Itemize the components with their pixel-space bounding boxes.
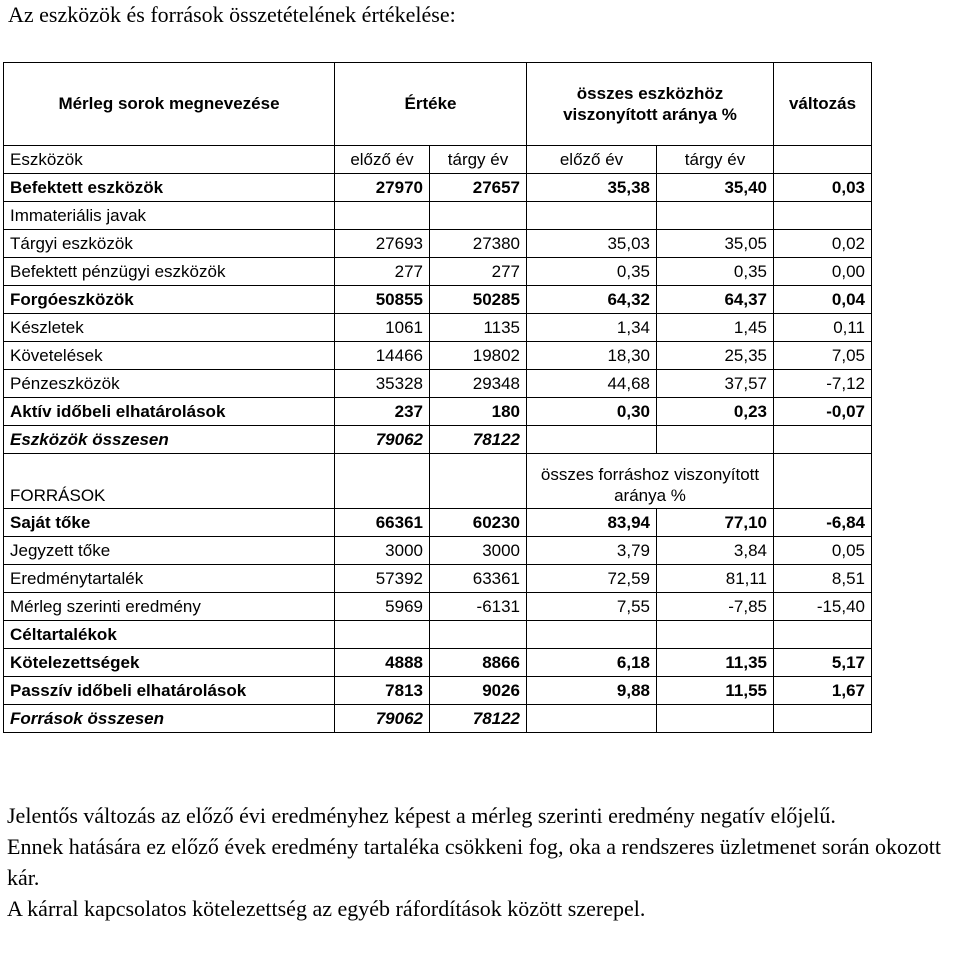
- current-year-value: 1135: [430, 314, 527, 342]
- current-year-value: 8866: [430, 649, 527, 677]
- current-year-ratio: 11,55: [657, 677, 774, 705]
- row-label: Mérleg szerinti eredmény: [4, 593, 335, 621]
- header-value: Értéke: [335, 63, 527, 146]
- subheader-prev-year-value: előző év: [335, 146, 430, 174]
- table-row: [4, 426, 872, 454]
- note-2: Ennek hatására ez előző évek eredmény tartaléka csökkeni fog, oka a rendszeres üzletmenet során okozott kár.: [7, 834, 941, 890]
- row-label: Céltartalékok: [4, 621, 335, 649]
- note-3: A kárral kapcsolatos kötelezettség az egyéb ráfordítások között szerepel.: [7, 896, 646, 921]
- row-label: Tárgyi eszközök: [4, 230, 335, 258]
- current-year-ratio: 1,45: [657, 314, 774, 342]
- current-year-value: 78122: [430, 705, 527, 733]
- row-label: Pénzeszközök: [4, 370, 335, 398]
- current-year-value: 19802: [430, 342, 527, 370]
- prev-year-ratio: [527, 202, 657, 230]
- prev-year-value: 35328: [335, 370, 430, 398]
- table-row: [4, 537, 872, 565]
- page-title: Az eszközök és források összetételének értékelése:: [8, 2, 456, 27]
- current-year-ratio: 37,57: [657, 370, 774, 398]
- row-label: Források összesen: [4, 705, 335, 733]
- notes: [7, 800, 957, 924]
- row-label: Követelések: [4, 342, 335, 370]
- prev-year-ratio: 7,55: [527, 593, 657, 621]
- prev-year-ratio: 83,94: [527, 509, 657, 537]
- row-label: Eredménytartalék: [4, 565, 335, 593]
- current-year-value: 3000: [430, 537, 527, 565]
- row-label: Jegyzett tőke: [4, 537, 335, 565]
- prev-year-value: 79062: [335, 705, 430, 733]
- table-row: [4, 258, 872, 286]
- prev-year-value: 57392: [335, 565, 430, 593]
- sources-header-row: [4, 454, 872, 509]
- subheader-row: [4, 146, 872, 174]
- prev-year-value: 66361: [335, 509, 430, 537]
- change-value: 7,05: [774, 342, 872, 370]
- table-row: [4, 398, 872, 426]
- table-row: [4, 314, 872, 342]
- header-change: változás: [774, 63, 872, 146]
- row-label: Kötelezettségek: [4, 649, 335, 677]
- current-year-value: 78122: [430, 426, 527, 454]
- change-value: -6,84: [774, 509, 872, 537]
- row-label: Készletek: [4, 314, 335, 342]
- change-value: -7,12: [774, 370, 872, 398]
- change-value: 1,67: [774, 677, 872, 705]
- current-year-ratio: 81,11: [657, 565, 774, 593]
- current-year-value: 27657: [430, 174, 527, 202]
- current-year-value: 29348: [430, 370, 527, 398]
- prev-year-value: 277: [335, 258, 430, 286]
- change-value: -0,07: [774, 398, 872, 426]
- table-row: [4, 621, 872, 649]
- prev-year-ratio: 3,79: [527, 537, 657, 565]
- current-year-ratio: [657, 621, 774, 649]
- row-label: Aktív időbeli elhatárolások: [4, 398, 335, 426]
- table-row: [4, 174, 872, 202]
- balance-sheet-table: [3, 62, 872, 733]
- current-year-value: [430, 202, 527, 230]
- prev-year-ratio: 18,30: [527, 342, 657, 370]
- table-header-row: [4, 63, 872, 146]
- header-row-name: Mérleg sorok megnevezése: [4, 63, 335, 146]
- empty-cell: [335, 454, 430, 509]
- header-asset-ratio: összes eszközhöz viszonyított aránya %: [527, 63, 774, 146]
- current-year-value: 9026: [430, 677, 527, 705]
- note-1: Jelentős változás az előző évi eredményhez képest a mérleg szerinti eredmény negatív előjelű.: [7, 803, 836, 828]
- table-row: [4, 705, 872, 733]
- table-row: [4, 509, 872, 537]
- prev-year-value: 4888: [335, 649, 430, 677]
- current-year-ratio: 11,35: [657, 649, 774, 677]
- prev-year-ratio: 35,03: [527, 230, 657, 258]
- change-value: 0,05: [774, 537, 872, 565]
- table-row: [4, 649, 872, 677]
- prev-year-ratio: 44,68: [527, 370, 657, 398]
- change-value: [774, 705, 872, 733]
- current-year-ratio: 0,35: [657, 258, 774, 286]
- prev-year-ratio: 35,38: [527, 174, 657, 202]
- prev-year-value: 237: [335, 398, 430, 426]
- prev-year-ratio: 0,35: [527, 258, 657, 286]
- row-label: Forgóeszközök: [4, 286, 335, 314]
- prev-year-ratio: 0,30: [527, 398, 657, 426]
- prev-year-ratio: 6,18: [527, 649, 657, 677]
- prev-year-ratio: 9,88: [527, 677, 657, 705]
- row-label: Befektett pénzügyi eszközök: [4, 258, 335, 286]
- prev-year-value: [335, 202, 430, 230]
- row-label: Passzív időbeli elhatárolások: [4, 677, 335, 705]
- prev-year-ratio: [527, 705, 657, 733]
- current-year-ratio: [657, 202, 774, 230]
- current-year-ratio: [657, 705, 774, 733]
- current-year-ratio: 35,40: [657, 174, 774, 202]
- sources-label: FORRÁSOK: [4, 454, 335, 509]
- subheader-empty: [774, 146, 872, 174]
- change-value: 0,00: [774, 258, 872, 286]
- row-label: Eszközök összesen: [4, 426, 335, 454]
- row-label: Saját tőke: [4, 509, 335, 537]
- subheader-current-year-value: tárgy év: [430, 146, 527, 174]
- prev-year-value: 50855: [335, 286, 430, 314]
- table-row: [4, 677, 872, 705]
- table-row: [4, 593, 872, 621]
- table-row: [4, 342, 872, 370]
- table-row: [4, 202, 872, 230]
- row-label: Befektett eszközök: [4, 174, 335, 202]
- prev-year-ratio: 1,34: [527, 314, 657, 342]
- current-year-value: 60230: [430, 509, 527, 537]
- current-year-ratio: 3,84: [657, 537, 774, 565]
- current-year-value: -6131: [430, 593, 527, 621]
- prev-year-value: 14466: [335, 342, 430, 370]
- empty-cell: [774, 454, 872, 509]
- change-value: [774, 426, 872, 454]
- change-value: 0,03: [774, 174, 872, 202]
- prev-year-ratio: [527, 621, 657, 649]
- change-value: 0,02: [774, 230, 872, 258]
- prev-year-value: 7813: [335, 677, 430, 705]
- change-value: 8,51: [774, 565, 872, 593]
- current-year-value: [430, 621, 527, 649]
- prev-year-value: 1061: [335, 314, 430, 342]
- change-value: -15,40: [774, 593, 872, 621]
- row-label: Immateriális javak: [4, 202, 335, 230]
- sources-ratio-header: összes forráshoz viszonyított aránya %: [527, 454, 774, 509]
- table-row: [4, 370, 872, 398]
- prev-year-ratio: 64,32: [527, 286, 657, 314]
- current-year-ratio: 25,35: [657, 342, 774, 370]
- change-value: 5,17: [774, 649, 872, 677]
- prev-year-value: 27970: [335, 174, 430, 202]
- table-row: [4, 230, 872, 258]
- subheader-current-year-ratio: tárgy év: [657, 146, 774, 174]
- current-year-ratio: 35,05: [657, 230, 774, 258]
- table-row: [4, 565, 872, 593]
- prev-year-value: [335, 621, 430, 649]
- prev-year-value: 5969: [335, 593, 430, 621]
- subheader-prev-year-ratio: előző év: [527, 146, 657, 174]
- prev-year-value: 79062: [335, 426, 430, 454]
- change-value: 0,04: [774, 286, 872, 314]
- change-value: 0,11: [774, 314, 872, 342]
- current-year-ratio: -7,85: [657, 593, 774, 621]
- current-year-ratio: 77,10: [657, 509, 774, 537]
- current-year-value: 27380: [430, 230, 527, 258]
- subheader-label: Eszközök: [4, 146, 335, 174]
- current-year-ratio: 0,23: [657, 398, 774, 426]
- empty-cell: [430, 454, 527, 509]
- current-year-value: 63361: [430, 565, 527, 593]
- change-value: [774, 621, 872, 649]
- current-year-value: 277: [430, 258, 527, 286]
- prev-year-ratio: [527, 426, 657, 454]
- current-year-ratio: [657, 426, 774, 454]
- current-year-value: 180: [430, 398, 527, 426]
- current-year-value: 50285: [430, 286, 527, 314]
- current-year-ratio: 64,37: [657, 286, 774, 314]
- prev-year-ratio: 72,59: [527, 565, 657, 593]
- prev-year-value: 3000: [335, 537, 430, 565]
- prev-year-value: 27693: [335, 230, 430, 258]
- table-row: [4, 286, 872, 314]
- change-value: [774, 202, 872, 230]
